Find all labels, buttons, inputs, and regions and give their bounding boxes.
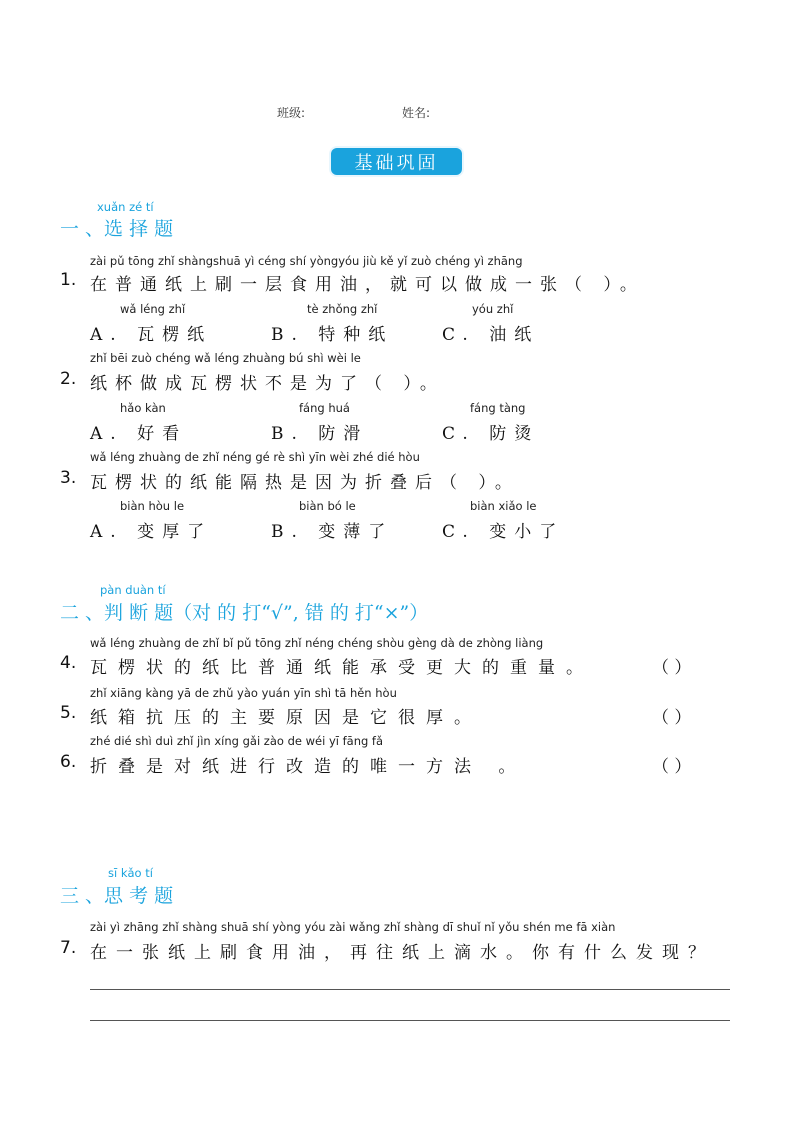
q4-pinyin: wǎ léng zhuàng de zhǐ bǐ pǔ tōng zhǐ néng chéng shòu gèng dà de zhòng liàng — [90, 636, 544, 650]
q1-option-c[interactable]: C. 油纸 — [442, 325, 540, 345]
q4-answer-paren[interactable]: （ ） — [652, 658, 692, 678]
q5-answer-paren[interactable]: （ ） — [652, 708, 692, 728]
answer-line-1[interactable] — [90, 989, 730, 990]
q7-text: 在一张纸上刷食用油，再往纸上滴水。你有什么发现？ — [90, 943, 714, 963]
q5-number: 5. — [60, 703, 77, 723]
q6-number: 6. — [60, 752, 77, 772]
q3-option-c[interactable]: C. 变小了 — [442, 522, 565, 542]
q3-optA-pinyin: biàn hòu le — [120, 499, 185, 513]
q2-text: 纸杯做成瓦楞状不是为了（ ）。 — [90, 374, 445, 394]
q3-text: 瓦楞状的纸能隔热是因为折叠后（ ）。 — [90, 473, 520, 493]
q3-option-b[interactable]: B. 变薄了 — [271, 522, 394, 542]
q7-number: 7. — [60, 938, 77, 958]
section-1-pinyin: xuǎn zé tí — [97, 200, 154, 214]
q3-option-a[interactable]: A. 变厚了 — [90, 522, 213, 542]
q1-text: 在普通纸上刷一层食用油，就可以做成一张（ ）。 — [90, 275, 645, 295]
q2-option-a[interactable]: A. 好看 — [90, 424, 188, 444]
q1-number: 1. — [60, 270, 77, 290]
q6-answer-paren[interactable]: （ ） — [652, 757, 692, 777]
q2-option-c[interactable]: C. 防烫 — [442, 424, 540, 444]
q2-optA-pinyin: hǎo kàn — [120, 401, 166, 415]
q2-optC-pinyin: fáng tàng — [470, 401, 526, 415]
q1-optA-pinyin: wǎ léng zhǐ — [120, 302, 186, 316]
q1-option-a[interactable]: A. 瓦楞纸 — [90, 325, 213, 345]
section-2-pinyin: pàn duàn tí — [100, 583, 166, 597]
q1-option-b[interactable]: B. 特种纸 — [271, 325, 394, 345]
q6-text: 折叠是对纸进行改造的唯一方法 。 — [90, 757, 527, 777]
q2-option-b[interactable]: B. 防滑 — [271, 424, 369, 444]
q4-text: 瓦楞状的纸比普通纸能承受更大的重量。 — [90, 658, 594, 678]
section-2-title: 二 、判 断 题（对 的 打“√”, 错 的 打“×”） — [60, 602, 429, 624]
section-1-title: 一 、选 择 题 — [60, 218, 174, 240]
q6-pinyin: zhé dié shì duì zhǐ jìn xíng gǎi zào de wéi yī fāng fǎ — [90, 734, 384, 748]
q3-pinyin: wǎ léng zhuàng de zhǐ néng gé rè shì yīn wèi zhé dié hòu — [90, 450, 420, 464]
q7-pinyin: zài yì zhāng zhǐ shàng shuā shí yòng yóu zài wǎng zhǐ shàng dī shuǐ nǐ yǒu shén me fā xiàn — [90, 920, 616, 934]
q5-text: 纸箱抗压的主要原因是它很厚。 — [90, 708, 482, 728]
section-badge — [331, 148, 462, 175]
q1-optB-pinyin: tè zhǒng zhǐ — [307, 302, 378, 316]
q4-number: 4. — [60, 653, 77, 673]
answer-line-2[interactable] — [90, 1020, 730, 1021]
q2-number: 2. — [60, 369, 77, 389]
q3-optB-pinyin: biàn bó le — [299, 499, 356, 513]
q3-number: 3. — [60, 468, 77, 488]
q2-pinyin: zhǐ bēi zuò chéng wǎ léng zhuàng bú shì wèi le — [90, 351, 361, 365]
q2-optB-pinyin: fáng huá — [299, 401, 350, 415]
q3-optC-pinyin: biàn xiǎo le — [470, 499, 537, 513]
section-3-pinyin: sī kǎo tí — [108, 866, 153, 880]
section-3-title: 三 、思 考 题 — [60, 885, 174, 907]
q5-pinyin: zhǐ xiāng kàng yā de zhǔ yào yuán yīn shì tā hěn hòu — [90, 686, 397, 700]
badge-text: 基础巩固 — [354, 152, 439, 174]
class-label: 班级: — [277, 106, 306, 120]
q1-optC-pinyin: yóu zhǐ — [472, 302, 514, 316]
q1-pinyin: zài pǔ tōng zhǐ shàngshuā yì céng shí yòngyóu jiù kě yǐ zuò chéng yì zhāng — [90, 254, 523, 268]
name-label: 姓名: — [402, 106, 431, 120]
